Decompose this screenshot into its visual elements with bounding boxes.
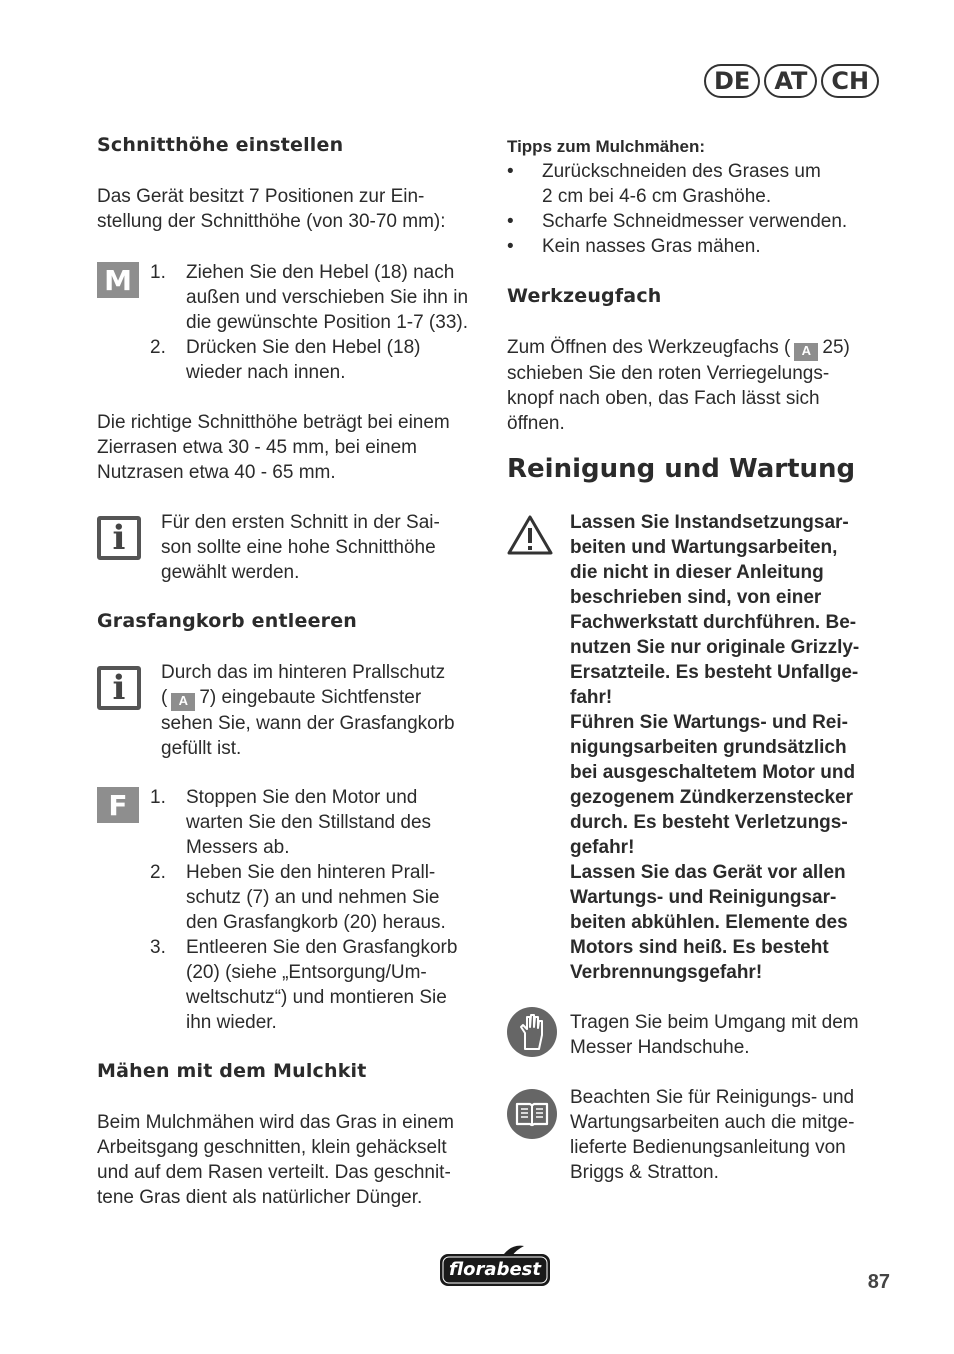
step-number: 2. — [150, 862, 166, 883]
text-line: Für den ersten Schnitt in der Sai- — [161, 512, 440, 533]
text-line: nutzen Sie nur originale Grizzly- — [570, 637, 860, 658]
tips-list — [507, 159, 892, 259]
text-line: gewählt werden. — [161, 562, 300, 583]
text-fragment: Zum Öffnen des Werkzeugfachs ( — [507, 337, 791, 358]
section-title-reinigung: Reinigung und Wartung — [507, 454, 856, 484]
section-title-werkzeugfach: Werkzeugfach — [507, 285, 662, 307]
text-line: lieferte Bedienungsanleitung von — [570, 1137, 846, 1158]
text-line: wieder nach innen. — [186, 362, 346, 383]
text-line: • Zurückschneiden des Grases um — [542, 161, 821, 182]
country-code-at: AT — [764, 64, 817, 98]
text-line: (20) (siehe „Entsorgung/Um- — [186, 962, 427, 983]
logo-text: florabest — [449, 1259, 541, 1280]
text-line: Entleeren Sie den Grasfangkorb — [186, 937, 458, 958]
text-line: son sollte eine hohe Schnitthöhe — [161, 537, 436, 558]
text-line: beiten und Wartungsarbeiten, — [570, 537, 838, 558]
tips-title: Tipps zum Mulchmähen: — [507, 137, 706, 156]
step-number: 1. — [150, 262, 166, 283]
text-line: Lassen Sie das Gerät vor allen — [570, 862, 846, 883]
step-marker-m: M — [97, 262, 139, 298]
text-line: weltschutz“) und montieren Sie — [186, 987, 447, 1008]
text-line: Zierrasen etwa 30 - 45 mm, bei einem — [97, 437, 417, 458]
text-line: Ersatzteile. Es besteht Unfallge- — [570, 662, 859, 683]
country-code-ch: CH — [821, 64, 879, 98]
text-line: Messers ab. — [186, 837, 290, 858]
text-line: sehen Sie, wann der Grasfangkorb — [161, 713, 455, 734]
text-line: Ziehen Sie den Hebel (18) nach — [186, 262, 455, 283]
text-line: • Kein nasses Gras mähen. — [542, 236, 761, 257]
text-line: schieben Sie den roten Verriegelungs- — [507, 363, 830, 384]
section-title-schnitthoehe: Schnitthöhe einstellen — [97, 134, 344, 156]
schnitthoehe-intro — [97, 184, 487, 234]
text-line: durch. Es besteht Verletzungs- — [570, 812, 848, 833]
text-line: fahr! — [570, 687, 613, 708]
text-line: Führen Sie Wartungs- und Rei- — [570, 712, 848, 733]
text-line — [161, 685, 486, 711]
grasfangkorb-steps — [150, 785, 490, 1035]
manual-book-icon — [507, 1089, 557, 1139]
text-line: öffnen. — [507, 413, 565, 434]
list-item — [150, 935, 490, 1035]
text-line: die gewünschte Position 1-7 (33). — [186, 312, 468, 333]
text-line: Tragen Sie beim Umgang mit dem — [570, 1012, 859, 1033]
info-icon: i — [97, 516, 141, 560]
section-title-mulchkit: Mähen mit dem Mulchkit — [97, 1060, 367, 1082]
warning-text — [570, 510, 890, 985]
list-item — [507, 234, 892, 259]
florabest-logo — [438, 1244, 552, 1290]
text-line: beschrieben sind, von einer — [570, 587, 822, 608]
country-code-de: DE — [704, 64, 760, 98]
text-fragment: 7) eingebaute Sichtfenster — [199, 687, 422, 708]
text-line: 2 cm bei 4-6 cm Grashöhe. — [542, 186, 772, 207]
info-text-sichtfenster — [161, 660, 486, 761]
text-line: den Grasfangkorb (20) heraus. — [186, 912, 446, 933]
text-line: Die richtige Schnitthöhe beträgt bei einem — [97, 412, 450, 433]
text-line: schutz (7) an und nehmen Sie — [186, 887, 440, 908]
figure-a-badge: A — [794, 343, 818, 361]
info-text-first-cut — [161, 510, 481, 585]
text-line: und auf dem Rasen verteilt. Das geschnit- — [97, 1162, 451, 1183]
werkzeugfach-body — [507, 335, 892, 436]
list-item — [507, 209, 892, 234]
text-line: gefahr! — [570, 837, 635, 858]
list-item — [150, 260, 490, 335]
text-line: gefüllt ist. — [161, 738, 242, 759]
text-line: außen und verschieben Sie ihn in — [186, 287, 469, 308]
text-line: Drücken Sie den Hebel (18) — [186, 337, 421, 358]
step-number: 1. — [150, 787, 166, 808]
text-line: ihn wieder. — [186, 1012, 277, 1033]
text-line: bei ausgeschaltetem Motor und — [570, 762, 856, 783]
country-codes — [700, 64, 879, 98]
text-line: stellung der Schnitthöhe (von 30-70 mm): — [97, 211, 446, 232]
text-line: Messer Handschuhe. — [570, 1037, 750, 1058]
text-line: Motors sind heiß. Es besteht — [570, 937, 829, 958]
step-number: 2. — [150, 337, 166, 358]
text-line: Lassen Sie Instandsetzungsar- — [570, 512, 849, 533]
manual-text — [570, 1085, 890, 1185]
text-fragment: ( — [161, 687, 168, 708]
gloves-text — [570, 1010, 890, 1060]
text-fragment: 25) — [822, 337, 850, 358]
text-line: die nicht in dieser Anleitung — [570, 562, 824, 583]
text-line: beiten abkühlen. Elemente des — [570, 912, 848, 933]
mulchkit-body — [97, 1110, 487, 1210]
text-line: Verbrennungsgefahr! — [570, 962, 763, 983]
schnitthoehe-steps — [150, 260, 490, 385]
warning-triangle-icon — [506, 514, 554, 556]
text-line — [507, 335, 892, 361]
text-line: Beachten Sie für Reinigungs- und — [570, 1087, 855, 1108]
text-line: Briggs & Stratton. — [570, 1162, 719, 1183]
text-line: Wartungs- und Reinigungsar- — [570, 887, 837, 908]
step-number: 3. — [150, 937, 166, 958]
text-line: • Scharfe Schneidmesser verwenden. — [542, 211, 848, 232]
text-line: tene Gras dient als natürlicher Dünger. — [97, 1187, 423, 1208]
text-line: Wartungsarbeiten auch die mitge- — [570, 1112, 855, 1133]
text-line: knopf nach oben, das Fach lässt sich — [507, 388, 820, 409]
text-line: Beim Mulchmähen wird das Gras in einem — [97, 1112, 454, 1133]
text-line: Arbeitsgang geschnitten, klein gehäckselt — [97, 1137, 447, 1158]
gloves-icon — [507, 1007, 557, 1057]
list-item — [150, 335, 490, 385]
info-icon: i — [97, 666, 141, 710]
text-line: Das Gerät besitzt 7 Positionen zur Ein- — [97, 186, 425, 207]
step-marker-f: F — [97, 787, 139, 823]
text-line: Stoppen Sie den Motor und — [186, 787, 418, 808]
text-line: Nutzrasen etwa 40 - 65 mm. — [97, 462, 336, 483]
schnitthoehe-note — [97, 410, 487, 485]
text-line: gezogenem Zündkerzenstecker — [570, 787, 853, 808]
list-item — [150, 785, 490, 860]
list-item — [150, 860, 490, 935]
text-line: Heben Sie den hinteren Prall- — [186, 862, 436, 883]
section-title-grasfangkorb: Grasfangkorb entleeren — [97, 610, 358, 632]
page-number: 87 — [867, 1271, 890, 1293]
list-item — [507, 159, 892, 209]
text-line: Durch das im hinteren Prallschutz — [161, 662, 446, 683]
text-line: Fachwerkstatt durchführen. Be- — [570, 612, 857, 633]
figure-a-badge: A — [171, 693, 195, 711]
text-line: warten Sie den Stillstand des — [186, 812, 432, 833]
text-line: nigungsarbeiten grundsätzlich — [570, 737, 847, 758]
